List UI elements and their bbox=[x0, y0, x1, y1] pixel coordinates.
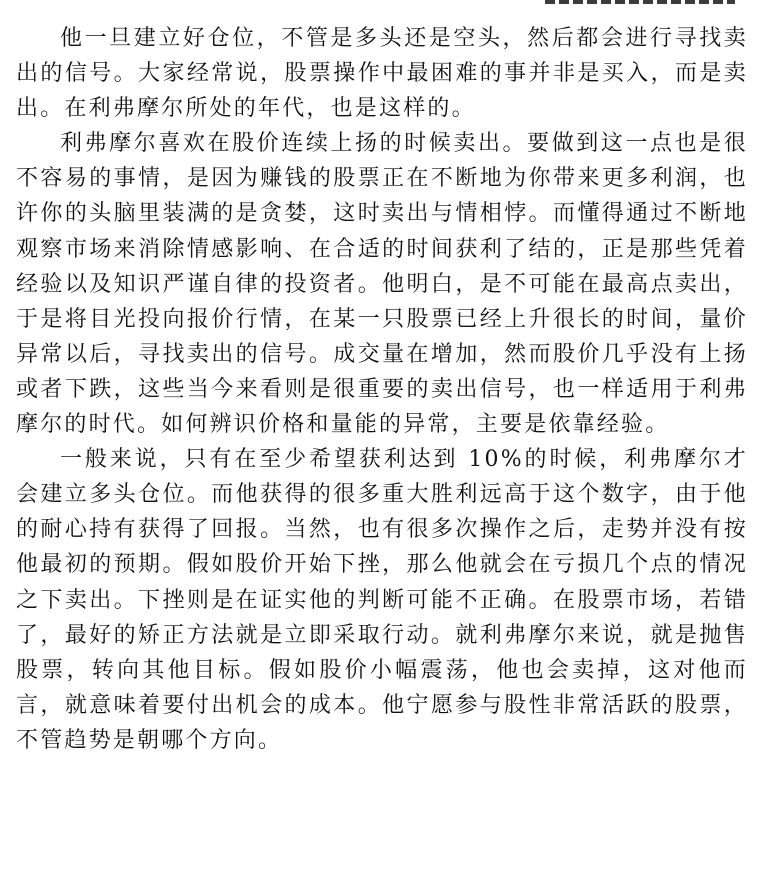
paragraph-3: 一般来说，只有在至少希望获利达到 10%的时候，利弗摩尔才会建立多头仓位。而他获得的很多重大胜利远高于这个数字，由于他的耐心持有获得了回报。当然，也有很多次操作之后，走势并没有按他最初的预期。假如股价开始下挫，那么他就会在亏损几个点的情况之下卖出。下挫则是在证实他的判断可能不正确。在股票市场，若错了，最好的矫正方法就是立即采取行动。就利弗摩尔来说，就是抛售股票，转向其他目标。假如股价小幅震荡，他也会卖掉，这对他而言，就意味着要付出机会的成本。他宁愿参与股性非常活跃的股票，不管趋势是朝哪个方向。 bbox=[16, 447, 748, 753]
paragraph-1: 他一旦建立好仓位，不管是多头还是空头，然后都会进行寻找卖出的信号。大家经常说，股票操作中最困难的事并非是买入，而是卖出。在利弗摩尔所处的年代，也是这样的。 bbox=[16, 26, 748, 122]
paragraph-2: 利弗摩尔喜欢在股价连续上扬的时候卖出。要做到这一点也是很不容易的事情，是因为赚钱的股票正在不断地为你带来更多利润，也许你的头脑里装满的是贪婪，这时卖出与情相悖。而懂得通过不断地观察市场来消除情感影响、在合适的时间获利了结的，正是那些凭着经验以及知识严谨自律的投资者。他明白，是不可能在最高点卖出，于是将目光投向报价行情，在某一只股票已经上升很长的时间，量价异常以后，寻找卖出的信号。成交量在增加，然而股价几乎没有上扬或者下跌，这些当今来看则是很重要的卖出信号，也一样适用于利弗摩尔的时代。如何辨识价格和量能的异常，主要是依靠经验。 bbox=[16, 131, 748, 438]
